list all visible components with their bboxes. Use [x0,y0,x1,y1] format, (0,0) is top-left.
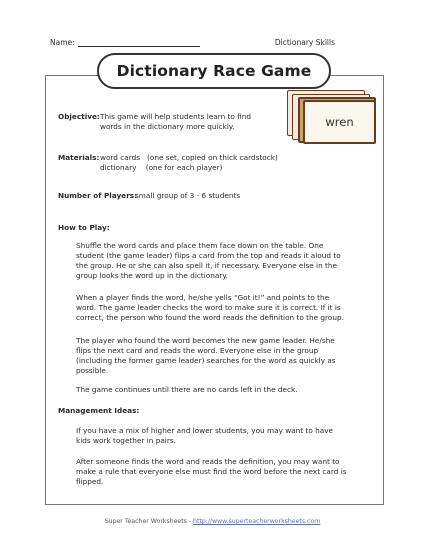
paragraph-line: possible. [76,366,109,375]
footer-separator: - [188,518,192,525]
paragraph-line: make a rule that everyone else must find the word before the next card is [76,467,347,476]
objective-text-line: words in the dictionary more quickly. [100,122,235,131]
paragraph-line: If you have a mix of higher and lower students, you may want to have [76,426,334,435]
paragraph-line: (including the former game leader) searches for the word as quickly as [76,356,336,365]
players-value: small group of 3 - 6 students [135,191,241,200]
objective-text-line: This game will help students learn to find [100,112,252,121]
how-to-play-paragraph [76,241,376,281]
footer-link[interactable]: http://www.superteacherworksheets.com [193,518,321,525]
paragraph-line: When a player finds the word, he/she yells “Got it!” and points to the [76,293,330,302]
players-label: Number of Players: [58,191,138,200]
how-to-play-heading: How to Play: [58,223,110,232]
subject-label: Dictionary Skills [274,38,335,47]
materials-label: Materials: [58,153,100,162]
footer-site-name: Super Teacher Worksheets [104,518,187,525]
card-word: wren [325,115,354,129]
paragraph-line: flips the next card and reads the word. Everyone else in the group [76,346,319,355]
word-card-front [303,100,376,144]
paragraph-line: kids work together in pairs. [76,436,176,445]
paragraph-line: group looks the word up in the dictionary. [76,271,228,280]
materials-item: dictionary (one for each player) [100,163,223,172]
name-blank-line[interactable] [78,46,200,47]
paragraph-line: The game continues until there are no cards left in the deck. [76,385,298,394]
objective-label: Objective: [58,112,100,121]
management-paragraph [76,457,376,487]
paragraph-line: The player who found the word becomes the new game leader. He/she [76,336,335,345]
paragraph-line: flipped. [76,477,104,486]
paragraph-line: Shuffle the word cards and place them face down on the table. One [76,241,324,250]
materials-item: word cards (one set, copied on thick cardstock) [100,153,278,162]
paragraph-line: word. The game leader checks the word to make sure it is correct. If it is [76,303,341,312]
how-to-play-paragraph [76,293,376,323]
paragraph-line: student (the game leader) flips a card from the top and reads it aloud to [76,251,341,260]
management-heading: Management Ideas: [58,406,140,415]
name-label: Name: [50,38,75,47]
management-paragraph [76,426,376,446]
paragraph-line: the group. He or she can also spell it, if necessary. Everyone else in the [76,261,338,270]
paragraph-line: correct, the person who found the word reads the definition to the group. [76,313,344,322]
paragraph-line: After someone finds the word and reads the definition, you may want to [76,457,340,466]
how-to-play-paragraph [76,336,376,376]
page-title: Dictionary Race Game [116,62,312,80]
footer [0,518,425,525]
how-to-play-paragraph [76,385,376,395]
title-banner [97,53,331,89]
